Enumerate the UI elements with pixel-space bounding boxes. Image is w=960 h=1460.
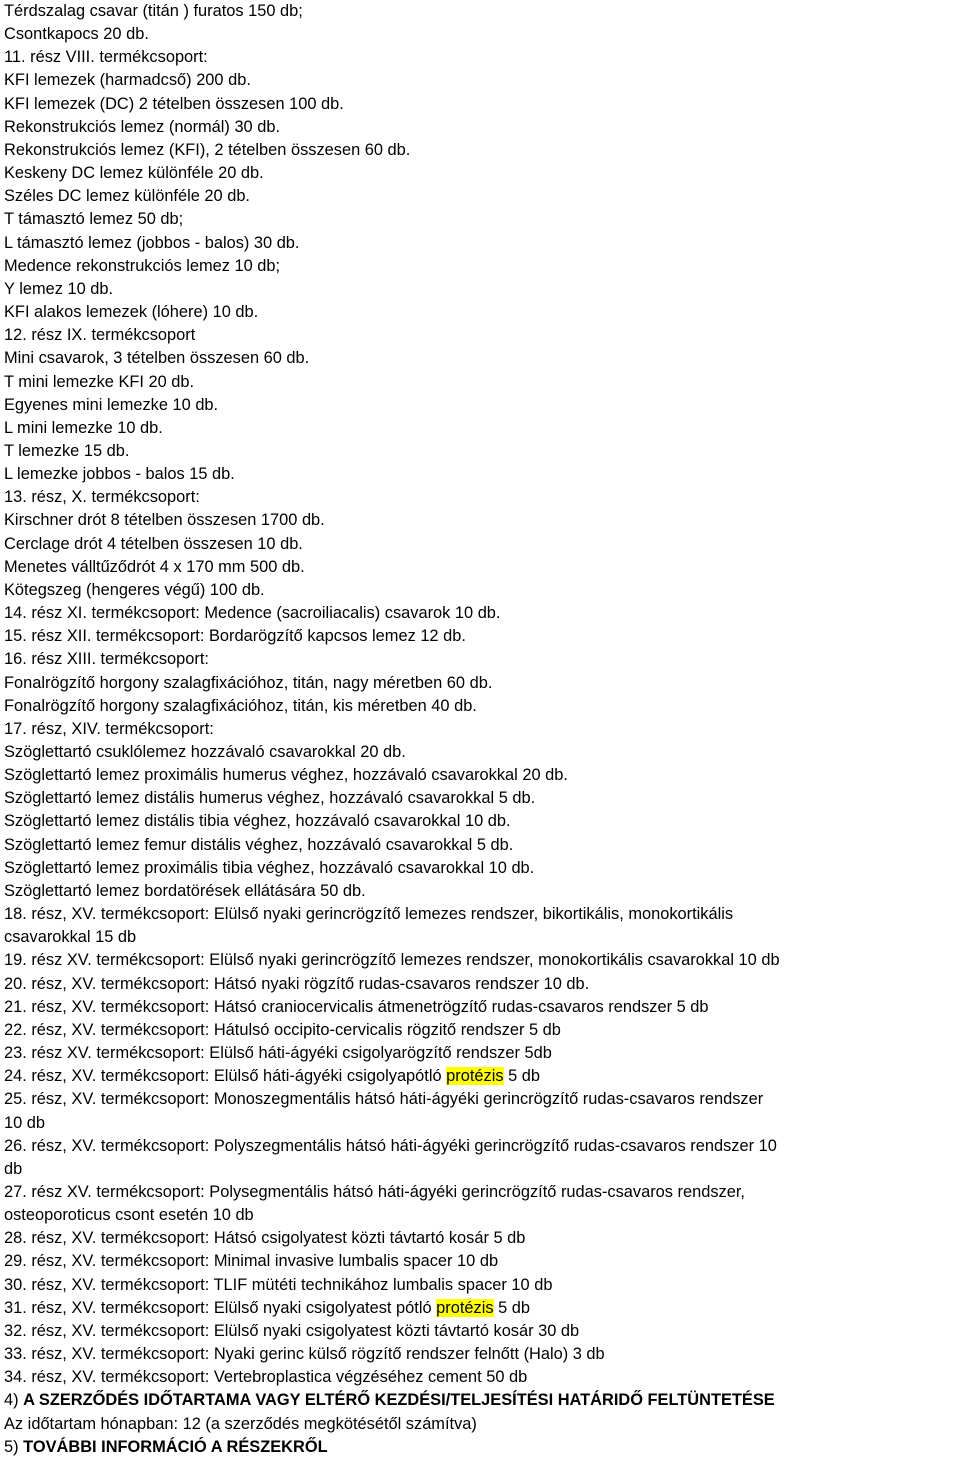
text-line: 23. rész XV. termékcsoport: Elülső háti-ágyéki csigolyarögzítő rendszer 5db [4,1044,552,1063]
text-line: 34. rész, XV. termékcsoport: Vertebroplastica végzéséhez cement 50 db [4,1368,528,1387]
text-line: 11. rész VIII. termékcsoport: [4,48,208,67]
text-line: T mini lemezke KFI 20 db. [4,372,195,391]
text-line: Csontkapocs 20 db. [4,25,149,44]
text-line: L mini lemezke 10 db. [4,418,163,437]
line-text: 5 db [503,1067,541,1086]
section-number: 5) [4,1437,19,1456]
text-line: Kirschner drót 8 tételben összesen 1700 db. [4,511,325,530]
text-line: KFI lemezek (harmadcső) 200 db. [4,71,251,90]
text-line: Menetes válltűződrót 4 x 170 mm 500 db. [4,557,305,576]
text-line: Szöglettartó lemez proximális humerus véghez, hozzávaló csavarokkal 20 db. [4,766,568,785]
text-line: Y lemez 10 db. [4,279,114,298]
text-line: 18. rész, XV. termékcsoport: Elülső nyaki gerincrögzítő lemezes rendszer, bikortikális, monokortikális [4,905,734,924]
text-line: 22. rész, XV. termékcsoport: Hátulsó occipito-cervicalis rögzitő rendszer 5 db [4,1020,561,1039]
text-line: KFI alakos lemezek (lóhere) 10 db. [4,303,259,322]
text-line [4,1297,958,1320]
text-line: 25. rész, XV. termékcsoport: Monoszegmentális hátsó háti-ágyéki gerincrögzítő rudas-csavaros rendszer [4,1090,764,1109]
text-line: Keskeny DC lemez különféle 20 db. [4,164,264,183]
text-line: Széles DC lemez különféle 20 db. [4,187,250,206]
text-line: osteoporoticus csont esetén 10 db [4,1206,254,1225]
text-line: 21. rész, XV. termékcsoport: Hátsó craniocervicalis átmenetrögzítő rudas-csavaros rendszer 5 db [4,997,709,1016]
text-line: Cerclage drót 4 tételben összesen 10 db. [4,534,303,553]
text-line: 28. rész, XV. termékcsoport: Hátsó csigolyatest közti távtartó kosár 5 db [4,1229,526,1248]
text-line: Szöglettartó lemez proximális tibia véghez, hozzávaló csavarokkal 10 db. [4,858,535,877]
text-line: 14. rész XI. termékcsoport: Medence (sacroiliacalis) csavarok 10 db. [4,604,501,623]
text-line: Az időtartam hónapban: 12 (a szerződés megkötésétől számítva) [4,1414,477,1433]
highlighted-word: protézis [436,1298,494,1317]
text-line: 27. rész XV. termékcsoport: Polysegmentális hátsó háti-ágyéki gerincrögzítő rudas-csavaros rendszer, [4,1182,745,1201]
text-line: Mini csavarok, 3 tételben összesen 60 db. [4,349,310,368]
document-page [4,0,958,1459]
text-line: Szöglettartó lemez distális humerus véghez, hozzávaló csavarokkal 5 db. [4,789,536,808]
text-line: Fonalrögzítő horgony szalagfixációhoz, titán, nagy méretben 60 db. [4,673,493,692]
text-line: Térdszalag csavar (titán ) furatos 150 db; [4,2,303,20]
text-line: L támasztó lemez (jobbos - balos) 30 db. [4,233,300,252]
section-heading: TOVÁBBI INFORMÁCIÓ A RÉSZEKRŐL [23,1437,328,1456]
highlighted-word: protézis [446,1067,504,1086]
text-line: 19. rész XV. termékcsoport: Elülső nyaki gerincrögzítő lemezes rendszer, monokortikális csavarokkal 10 db [4,951,780,970]
text-line: T támasztó lemez 50 db; [4,210,184,229]
text-line: 29. rész, XV. termékcsoport: Minimal invasive lumbalis spacer 10 db [4,1252,499,1271]
text-line: 20. rész, XV. termékcsoport: Hátsó nyaki rögzítő rudas-csavaros rendszer 10 db. [4,974,590,993]
text-line: Rekonstrukciós lemez (KFI), 2 tételben összesen 60 db. [4,140,411,159]
text-line: Rekonstrukciós lemez (normál) 30 db. [4,117,281,136]
text-line: 26. rész, XV. termékcsoport: Polyszegmentális hátsó háti-ágyéki gerincrögzítő rudas-csavaros rendszer 10 [4,1136,777,1155]
line-text: 31. rész, XV. termékcsoport: Elülső nyaki csigolyatest pótló [4,1298,437,1317]
text-line: T lemezke 15 db. [4,441,130,460]
text-line: Kötegszeg (hengeres végű) 100 db. [4,580,265,599]
text-line: KFI lemezek (DC) 2 tételben összesen 100 db. [4,94,344,113]
section-heading: A SZERZŐDÉS IDŐTARTAMA VAGY ELTÉRŐ KEZDÉSI/TELJESÍTÉSI HATÁRIDŐ FELTÜNTETÉSE [23,1391,775,1410]
text-line: Egyenes mini lemezke 10 db. [4,395,219,414]
text-line: Szöglettartó lemez bordatörések ellátására 50 db. [4,881,366,900]
text-line [4,1389,958,1412]
text-line: db [4,1159,23,1178]
text-line: Szöglettartó lemez distális tibia véghez, hozzávaló csavarokkal 10 db. [4,812,511,831]
text-line: L lemezke jobbos - balos 15 db. [4,465,235,484]
text-line: Medence rekonstrukciós lemez 10 db; [4,256,281,275]
section-number: 4) [4,1391,19,1410]
text-line: csavarokkal 15 db [4,928,137,947]
text-line: Szöglettartó csuklólemez hozzávaló csavarokkal 20 db. [4,743,406,761]
text-line: 30. rész, XV. termékcsoport: TLIF mütéti technikához lumbalis spacer 10 db [4,1275,553,1294]
text-line: Szöglettartó lemez femur distális véghez, hozzávaló csavarokkal 5 db. [4,835,514,854]
text-line: 15. rész XII. termékcsoport: Bordarögzítő kapcsos lemez 12 db. [4,627,466,646]
text-line: 16. rész XIII. termékcsoport: [4,650,209,669]
text-line: 10 db [4,1113,46,1132]
line-text: 5 db [493,1298,531,1317]
text-line: Fonalrögzítő horgony szalagfixációhoz, titán, kis méretben 40 db. [4,696,477,715]
text-line: 17. rész, XIV. termékcsoport: [4,719,214,738]
text-line [4,1065,958,1088]
line-text: 24. rész, XV. termékcsoport: Elülső háti-ágyéki csigolyapótló [4,1067,447,1086]
text-line: 13. rész, X. termékcsoport: [4,488,200,507]
text-line: 33. rész, XV. termékcsoport: Nyaki gerinc külső rögzítő rendszer felnőtt (Halo) 3 db [4,1345,605,1364]
text-line: 12. rész IX. termékcsoport [4,326,196,345]
text-line: 32. rész, XV. termékcsoport: Elülső nyaki csigolyatest közti távtartó kosár 30 db [4,1321,580,1340]
text-line [4,1436,958,1459]
